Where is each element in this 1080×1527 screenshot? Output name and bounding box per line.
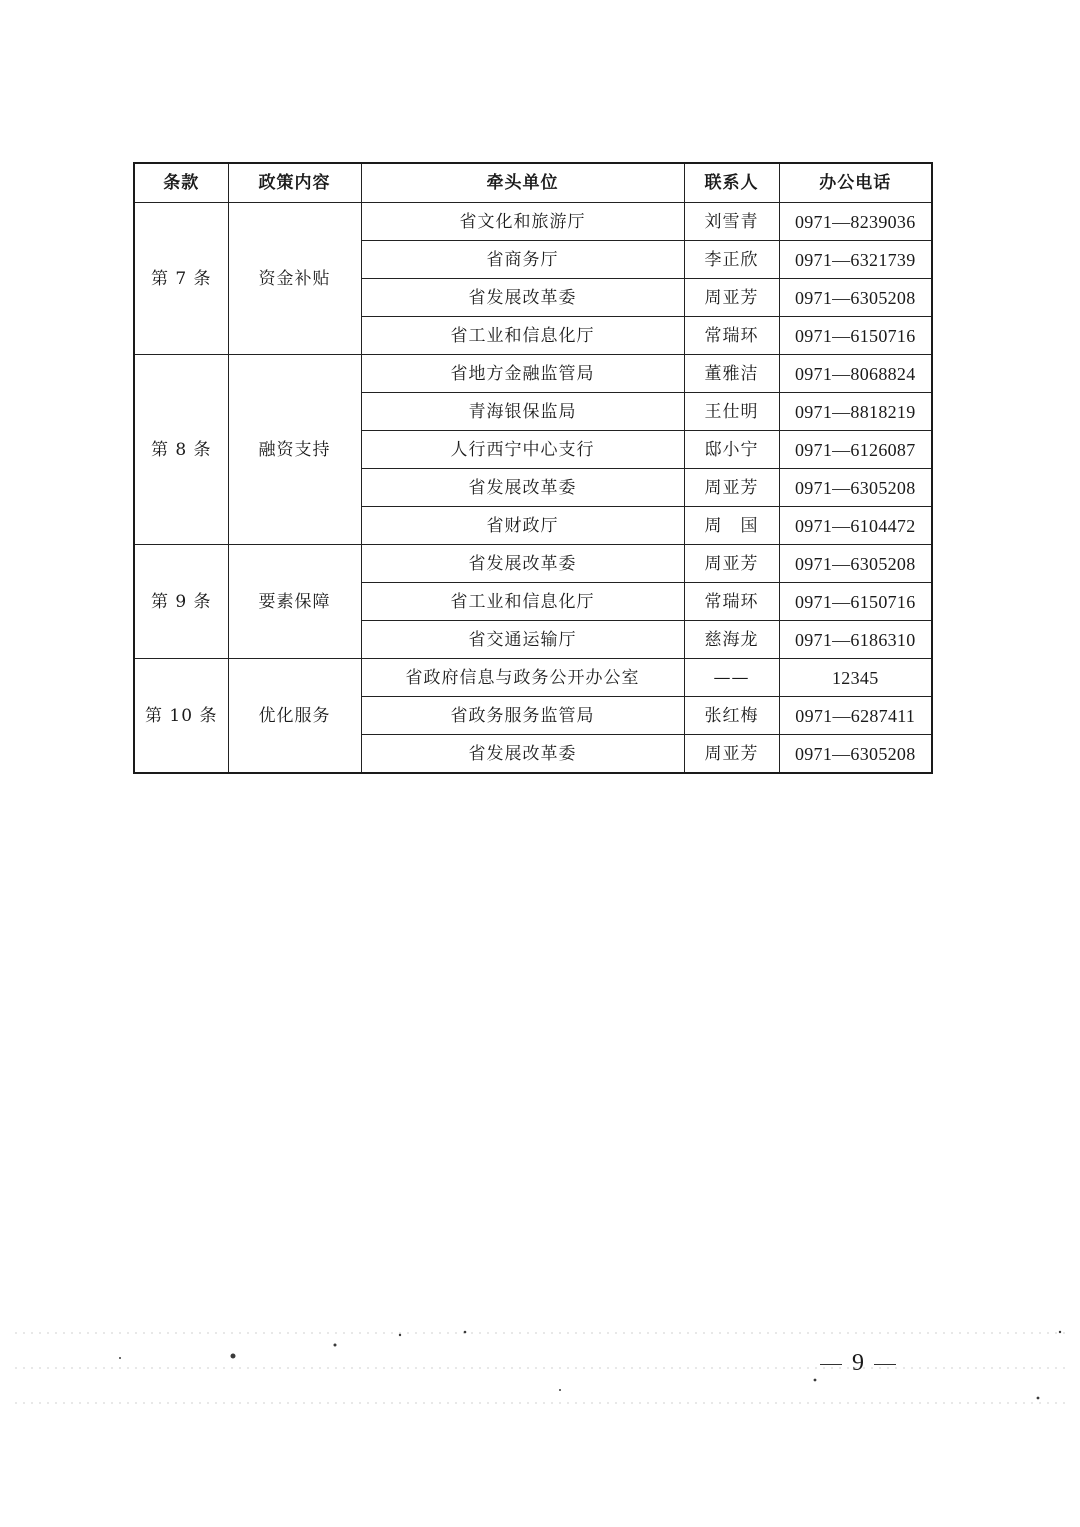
clause-cell: 第 10 条	[134, 659, 228, 774]
contact-cell: 周亚芳	[684, 469, 779, 507]
lead-unit-cell: 省地方金融监管局	[361, 355, 684, 393]
lead-unit-cell: 青海银保监局	[361, 393, 684, 431]
phone-cell: 0971—6186310	[779, 621, 932, 659]
header-phone: 办公电话	[779, 163, 932, 203]
table-row	[134, 659, 932, 697]
table-row	[134, 203, 932, 241]
header-contact: 联系人	[684, 163, 779, 203]
page-dash-left	[820, 1364, 842, 1366]
lead-unit-cell: 省交通运输厅	[361, 621, 684, 659]
page-number	[808, 1350, 908, 1377]
header-lead-unit: 牵头单位	[361, 163, 684, 203]
lead-unit-cell: 省工业和信息化厅	[361, 317, 684, 355]
lead-unit-cell: 省发展改革委	[361, 545, 684, 583]
phone-cell: 0971—8068824	[779, 355, 932, 393]
phone-cell: 0971—6305208	[779, 735, 932, 774]
header-row	[134, 163, 932, 203]
clause-group	[134, 659, 932, 774]
lead-unit-cell: 省政府信息与政务公开办公室	[361, 659, 684, 697]
clause-cell: 第 7 条	[134, 203, 228, 355]
lead-unit-cell: 省财政厅	[361, 507, 684, 545]
lead-unit-cell: 省政务服务监管局	[361, 697, 684, 735]
scan-noise	[0, 1315, 1080, 1425]
page-number-value: 9	[852, 1350, 864, 1376]
header-policy: 政策内容	[228, 163, 361, 203]
contact-cell: ——	[684, 659, 779, 697]
header-clause: 条款	[134, 163, 228, 203]
clause-cell: 第 9 条	[134, 545, 228, 659]
contact-cell: 刘雪青	[684, 203, 779, 241]
contact-table	[133, 162, 933, 774]
clause-cell: 第 8 条	[134, 355, 228, 545]
contact-cell: 周亚芳	[684, 545, 779, 583]
lead-unit-cell: 省文化和旅游厅	[361, 203, 684, 241]
policy-cell: 融资支持	[228, 355, 361, 545]
phone-cell: 0971—6287411	[779, 697, 932, 735]
policy-cell: 要素保障	[228, 545, 361, 659]
contact-cell: 周 国	[684, 507, 779, 545]
lead-unit-cell: 省工业和信息化厅	[361, 583, 684, 621]
phone-cell: 0971—6126087	[779, 431, 932, 469]
clause-group	[134, 545, 932, 659]
phone-cell: 0971—6321739	[779, 241, 932, 279]
phone-cell: 0971—6305208	[779, 279, 932, 317]
contact-cell: 周亚芳	[684, 279, 779, 317]
policy-cell: 资金补贴	[228, 203, 361, 355]
phone-cell: 0971—6305208	[779, 545, 932, 583]
contact-cell: 王仕明	[684, 393, 779, 431]
phone-cell: 0971—6104472	[779, 507, 932, 545]
table-row	[134, 355, 932, 393]
page-dash-right	[874, 1364, 896, 1366]
policy-cell: 优化服务	[228, 659, 361, 774]
phone-cell: 0971—8818219	[779, 393, 932, 431]
phone-cell: 12345	[779, 659, 932, 697]
table-row	[134, 545, 932, 583]
phone-cell: 0971—6150716	[779, 583, 932, 621]
phone-cell: 0971—6150716	[779, 317, 932, 355]
lead-unit-cell: 省发展改革委	[361, 735, 684, 774]
contact-cell: 周亚芳	[684, 735, 779, 774]
contact-cell: 常瑞环	[684, 583, 779, 621]
contact-cell: 邸小宁	[684, 431, 779, 469]
lead-unit-cell: 省发展改革委	[361, 279, 684, 317]
contact-cell: 李正欣	[684, 241, 779, 279]
clause-group	[134, 203, 932, 355]
contact-cell: 董雅洁	[684, 355, 779, 393]
lead-unit-cell: 省发展改革委	[361, 469, 684, 507]
lead-unit-cell: 省商务厅	[361, 241, 684, 279]
contact-cell: 慈海龙	[684, 621, 779, 659]
clause-group	[134, 355, 932, 545]
lead-unit-cell: 人行西宁中心支行	[361, 431, 684, 469]
contact-cell: 常瑞环	[684, 317, 779, 355]
phone-cell: 0971—6305208	[779, 469, 932, 507]
table-header	[134, 163, 932, 203]
contact-cell: 张红梅	[684, 697, 779, 735]
phone-cell: 0971—8239036	[779, 203, 932, 241]
